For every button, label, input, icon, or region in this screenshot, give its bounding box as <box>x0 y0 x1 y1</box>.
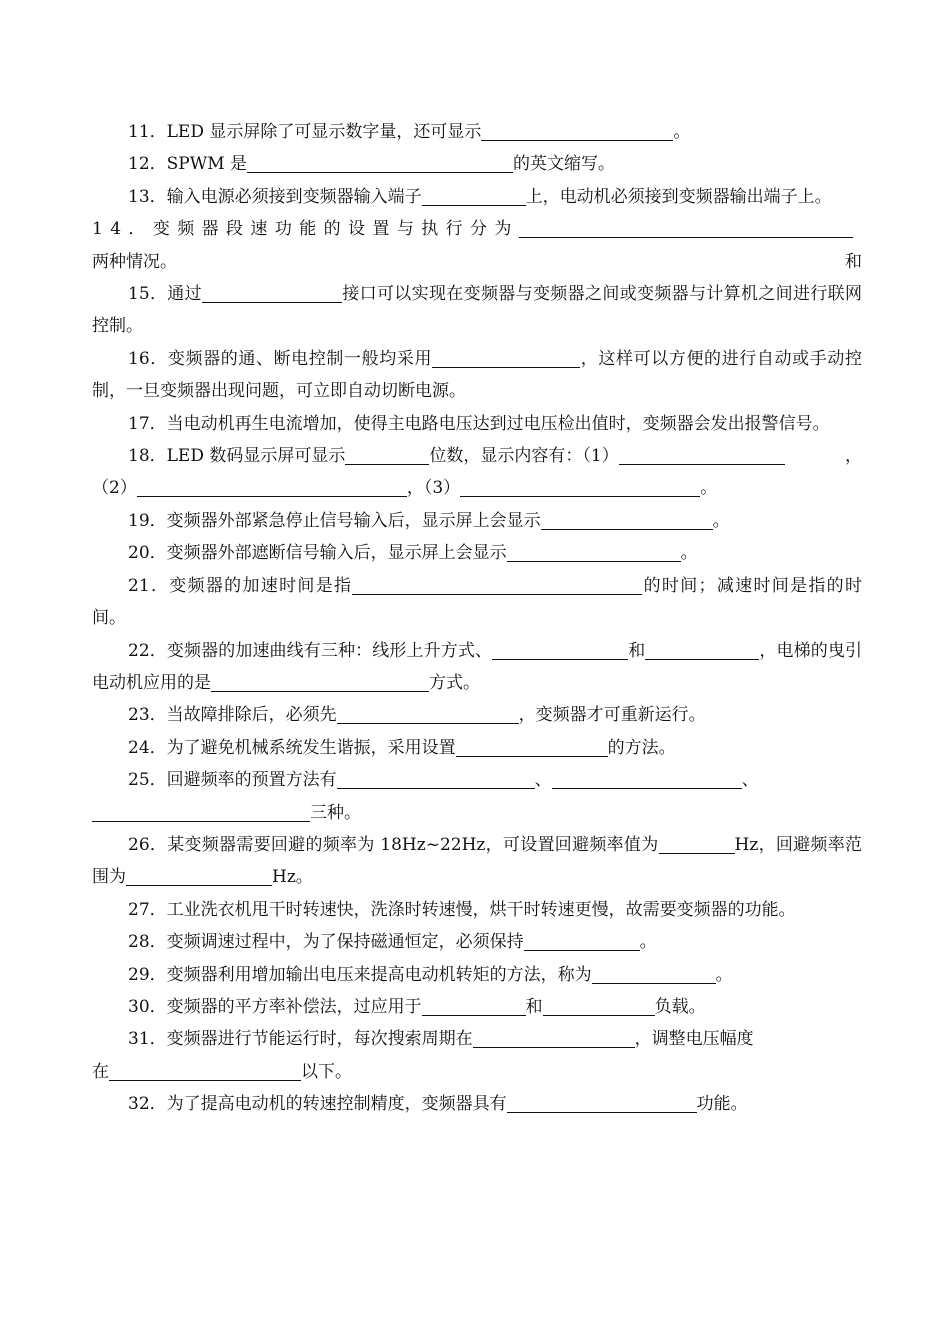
answer-blank[interactable] <box>456 736 608 757</box>
question-text: 31．变频器进行节能运行时，每次搜索周期在 <box>128 1029 473 1050</box>
question-text: 16．变频器的通、断电控制一般均采用 <box>128 348 433 369</box>
answer-blank[interactable] <box>211 671 429 692</box>
question-text: 位数，显示内容有：（1） <box>429 446 619 467</box>
answer-blank[interactable] <box>592 963 716 984</box>
question-text: 22．变频器的加速曲线有三种：线形上升方式、 <box>128 640 493 661</box>
question-text: 12．SPWM 是 <box>128 154 247 175</box>
question-28 <box>92 926 862 958</box>
question-text: 25．回避频率的预置方法有 <box>128 770 337 791</box>
question-14 <box>92 213 862 278</box>
question-text: 13．输入电源必须接到变频器输入端子 <box>128 186 422 207</box>
question-text: ，这样可以方便的进行自动或手动控制，一旦变频器出现问题，可立即自动切断电源。 <box>92 348 862 402</box>
question-text: 。 <box>700 478 718 499</box>
question-text: 的方法。 <box>607 737 676 758</box>
question-20 <box>92 537 862 569</box>
question-text: 的时间；减速时间是指的时间。 <box>92 575 862 629</box>
question-23 <box>92 699 862 731</box>
question-25 <box>92 764 862 829</box>
question-27 <box>92 894 862 926</box>
answer-blank[interactable] <box>137 476 407 497</box>
answer-blank[interactable] <box>645 639 759 660</box>
answer-blank[interactable] <box>92 801 310 822</box>
question-13 <box>92 181 862 213</box>
question-30 <box>92 991 862 1023</box>
question-text: 的英文缩写。 <box>513 154 615 175</box>
answer-blank[interactable] <box>352 574 642 595</box>
answer-blank[interactable] <box>492 639 628 660</box>
answer-blank[interactable] <box>619 444 785 465</box>
question-15 <box>92 278 862 343</box>
question-text: 两种情况。 <box>92 251 177 272</box>
answer-blank[interactable] <box>337 703 519 724</box>
question-text: Hz，回避频率范围为 <box>92 834 862 888</box>
question-19 <box>92 505 862 537</box>
answer-blank[interactable] <box>659 833 735 854</box>
question-text: 11．LED 显示屏除了可显示数字量，还可显示 <box>128 122 482 142</box>
question-text: 27．工业洗衣机甩干时转速快，洗涤时转速慢，烘干时转速更慢，故需要变频器的功能。 <box>128 899 796 920</box>
question-26 <box>92 829 862 894</box>
question-text: 。 <box>680 543 698 564</box>
question-text: 接口可以实现在变频器与变频器之间或变频器与计算机之间进行联网控制。 <box>92 284 862 337</box>
question-text: 15．通过 <box>128 284 202 305</box>
question-text: 。 <box>673 122 691 142</box>
question-text: 在 <box>92 1061 109 1082</box>
question-text: 。 <box>639 932 657 953</box>
question-text: 23．当故障排除后，必须先 <box>128 705 337 726</box>
question-text: （2） <box>92 478 137 499</box>
question-text: Hz。 <box>272 867 313 888</box>
question-text: ，变频器才可重新运行。 <box>518 705 706 726</box>
question-text: ，电梯的曳引电动机应用的是 <box>92 640 863 693</box>
question-text: 19．变频器外部紧急停止信号输入后，显示屏上会显示 <box>128 510 541 531</box>
question-18 <box>92 440 862 505</box>
question-text: 26．某变频器需要回避的频率为 18Hz~22Hz，可设置回避频率值为 <box>128 834 659 855</box>
question-text: 上，电动机必须接到变频器输出端子上。 <box>525 186 832 207</box>
answer-blank[interactable] <box>345 444 429 465</box>
answer-blank[interactable] <box>422 185 526 206</box>
question-text: 32．为了提高电动机的转速控制精度，变频器具有 <box>128 1094 507 1115</box>
question-text: 三种。 <box>310 802 361 823</box>
question-text: 14．变频器段速功能的设置与执行分为 <box>92 219 519 240</box>
question-text: ，（3） <box>406 478 461 499</box>
answer-blank[interactable] <box>507 1092 697 1113</box>
answer-blank[interactable] <box>432 347 580 368</box>
answer-blank[interactable] <box>473 1027 635 1048</box>
question-12 <box>92 148 862 180</box>
answer-blank[interactable] <box>481 120 673 141</box>
question-text: 和 <box>845 251 862 272</box>
question-text: 20．变频器外部遮断信号输入后，显示屏上会显示 <box>128 543 507 564</box>
question-11 <box>92 116 862 148</box>
question-text: 24．为了避免机械系统发生谐振，采用设置 <box>128 737 456 758</box>
question-text: 28．变频调速过程中，为了保持磁通恒定，必须保持 <box>128 932 524 953</box>
question-text: 、 <box>534 770 552 791</box>
question-text: ，调整电压幅度 <box>634 1029 754 1050</box>
question-sheet <box>92 116 862 1121</box>
question-29 <box>92 959 862 991</box>
question-17 <box>92 408 862 440</box>
answer-blank[interactable] <box>507 541 681 562</box>
answer-blank[interactable] <box>337 768 535 789</box>
answer-blank[interactable] <box>552 768 742 789</box>
question-text: 功能。 <box>696 1094 748 1115</box>
question-text: 方式。 <box>429 672 480 693</box>
answer-blank[interactable] <box>524 930 640 951</box>
question-text: 18．LED 数码显示屏可显示 <box>128 446 346 467</box>
question-text: 。 <box>715 964 733 985</box>
question-text: 21．变频器的加速时间是指 <box>128 575 353 596</box>
question-text: 17．当电动机再生电流增加，使得主电路电压达到过电压检出值时，变频器会发出报警信号。 <box>128 413 830 434</box>
question-text: 和 <box>628 640 646 661</box>
question-text: 、 <box>741 770 759 791</box>
question-22 <box>92 635 862 700</box>
question-24 <box>92 732 862 764</box>
question-text: 29．变频器利用增加输出电压来提高电动机转矩的方法，称为 <box>128 964 592 985</box>
question-31 <box>92 1023 862 1088</box>
answer-blank[interactable] <box>541 509 713 530</box>
answer-blank[interactable] <box>126 865 272 886</box>
answer-blank[interactable] <box>543 995 655 1016</box>
answer-blank[interactable] <box>109 1060 301 1081</box>
answer-blank[interactable] <box>202 282 342 303</box>
question-text: 30．变频器的平方率补偿法，过应用于 <box>128 996 422 1017</box>
answer-blank[interactable] <box>460 476 700 497</box>
question-text: 。 <box>712 510 730 531</box>
answer-blank[interactable] <box>247 152 513 173</box>
question-21 <box>92 570 862 635</box>
question-text: 以下。 <box>301 1061 352 1082</box>
answer-blank[interactable] <box>422 995 526 1016</box>
question-16 <box>92 343 862 408</box>
question-text: ， <box>845 446 862 467</box>
question-text: 负载。 <box>654 996 706 1017</box>
question-text: 和 <box>525 996 543 1017</box>
answer-blank[interactable] <box>519 217 853 238</box>
question-32 <box>92 1088 862 1120</box>
